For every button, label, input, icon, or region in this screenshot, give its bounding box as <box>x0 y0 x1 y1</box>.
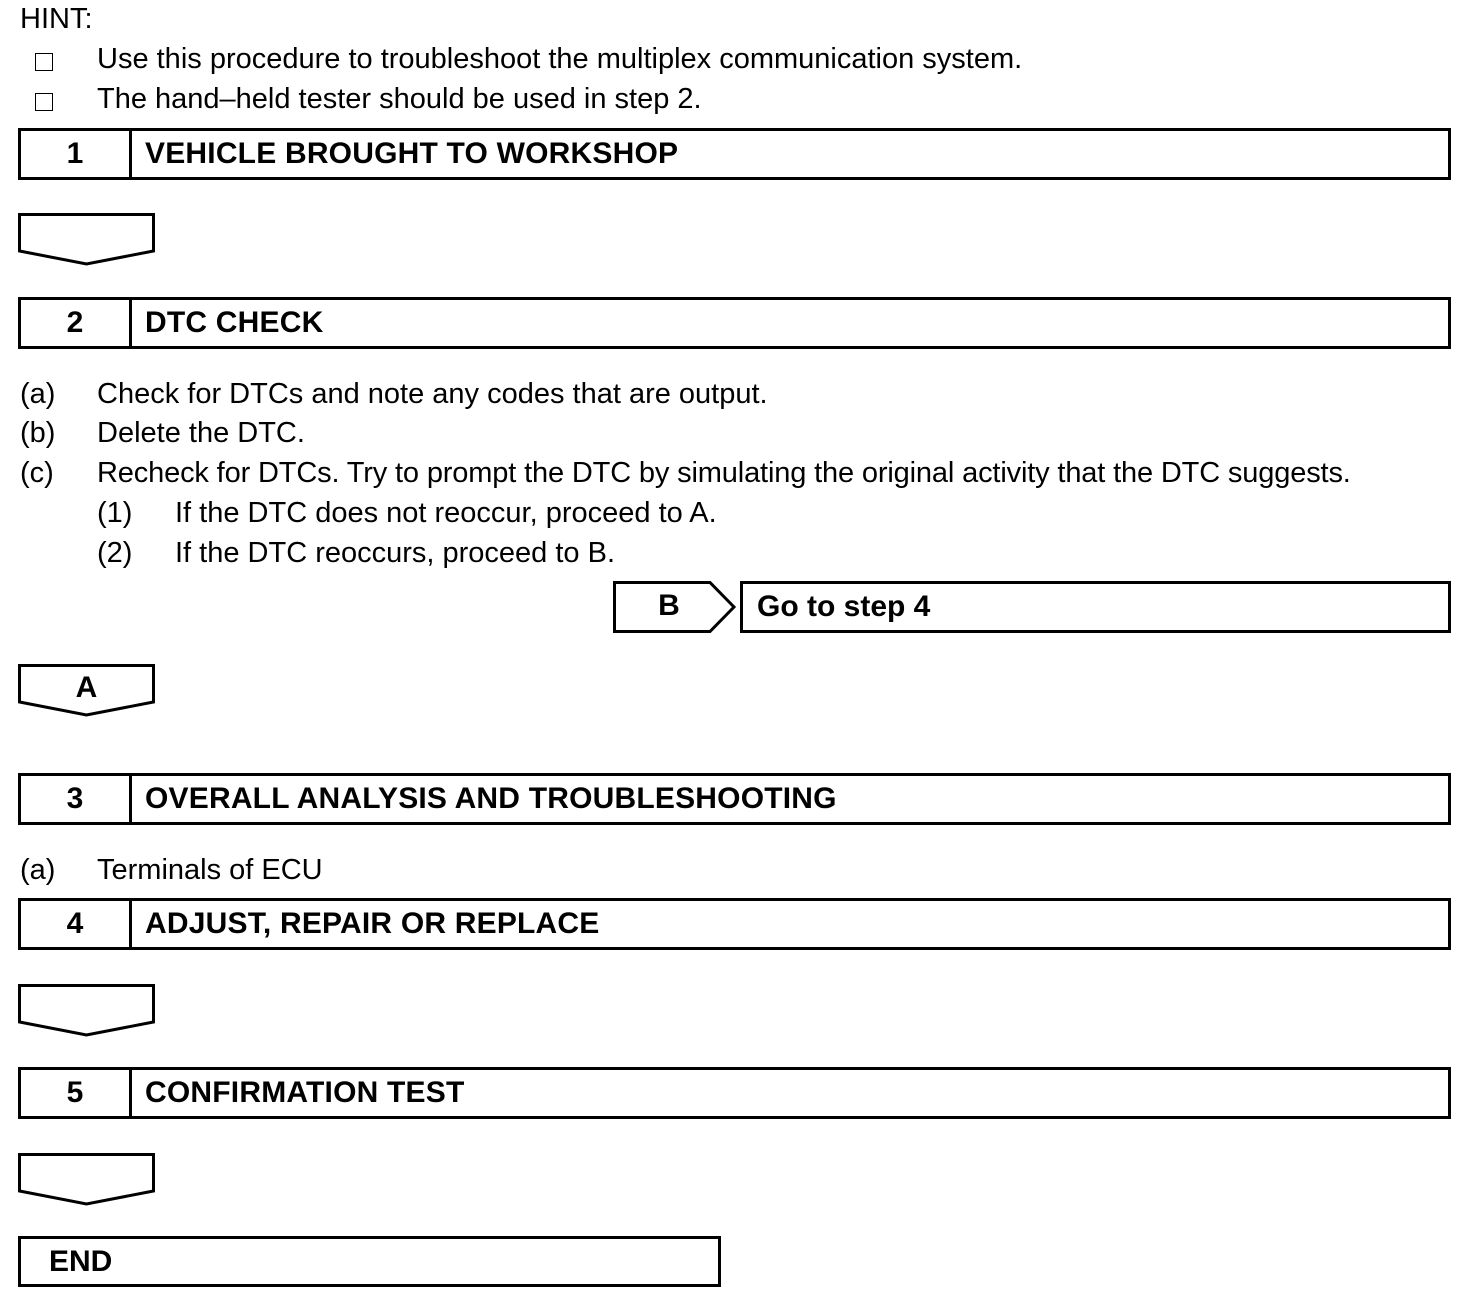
branch-label: A <box>75 671 98 704</box>
flow-arrow <box>18 984 155 1036</box>
subitem-text: If the DTC reoccurs, proceed to B. <box>175 537 616 569</box>
instruction-text: Recheck for DTCs. Try to prompt the DTC by simulating the original activity that the DTC suggests. <box>97 457 1351 489</box>
hint-heading: HINT: <box>20 3 93 35</box>
hint-item: The hand–held tester should be used in step 2. <box>97 83 702 115</box>
step-4-box <box>18 898 1451 950</box>
flow-arrow <box>18 213 155 265</box>
step-5-box <box>18 1067 1451 1119</box>
end-box: END <box>18 1236 721 1287</box>
checkbox-icon <box>35 93 53 111</box>
step-title: OVERALL ANALYSIS AND TROUBLESHOOTING <box>145 782 837 815</box>
instruction-marker: (a) <box>20 378 56 410</box>
instruction-marker: (a) <box>20 854 56 886</box>
down-arrow-icon <box>18 1153 155 1207</box>
step-title: CONFIRMATION TEST <box>145 1076 465 1109</box>
flow-arrow <box>18 1153 155 1205</box>
step-title: VEHICLE BROUGHT TO WORKSHOP <box>145 137 679 170</box>
step-number: 4 <box>21 901 132 947</box>
checkbox-icon <box>35 53 53 71</box>
subitem-marker: (1) <box>97 497 133 529</box>
step-title: DTC CHECK <box>145 306 324 339</box>
down-arrow-icon <box>18 984 155 1038</box>
hint-item: Use this procedure to troubleshoot the multiplex communication system. <box>97 43 1023 75</box>
step-title: ADJUST, REPAIR OR REPLACE <box>145 907 600 940</box>
step-number: 1 <box>21 131 132 177</box>
branch-b-target: Go to step 4 <box>740 581 1451 633</box>
subitem-marker: (2) <box>97 537 133 569</box>
instruction-text: Check for DTCs and note any codes that are output. <box>97 378 768 410</box>
step-2-box <box>18 297 1451 349</box>
instruction-marker: (c) <box>20 457 54 489</box>
branch-b-arrow <box>613 580 737 634</box>
step-number: 5 <box>21 1070 132 1116</box>
step-3-box <box>18 773 1451 825</box>
step-1-box <box>18 128 1451 180</box>
instruction-text: Terminals of ECU <box>97 854 323 886</box>
branch-label: B <box>658 589 680 622</box>
subitem-text: If the DTC does not reoccur, proceed to A. <box>175 497 717 529</box>
instruction-marker: (b) <box>20 417 56 449</box>
step-number: 3 <box>21 776 132 822</box>
down-arrow-icon <box>18 213 155 267</box>
instruction-text: Delete the DTC. <box>97 417 305 449</box>
branch-a-arrow <box>18 664 155 716</box>
step-number: 2 <box>21 300 132 346</box>
